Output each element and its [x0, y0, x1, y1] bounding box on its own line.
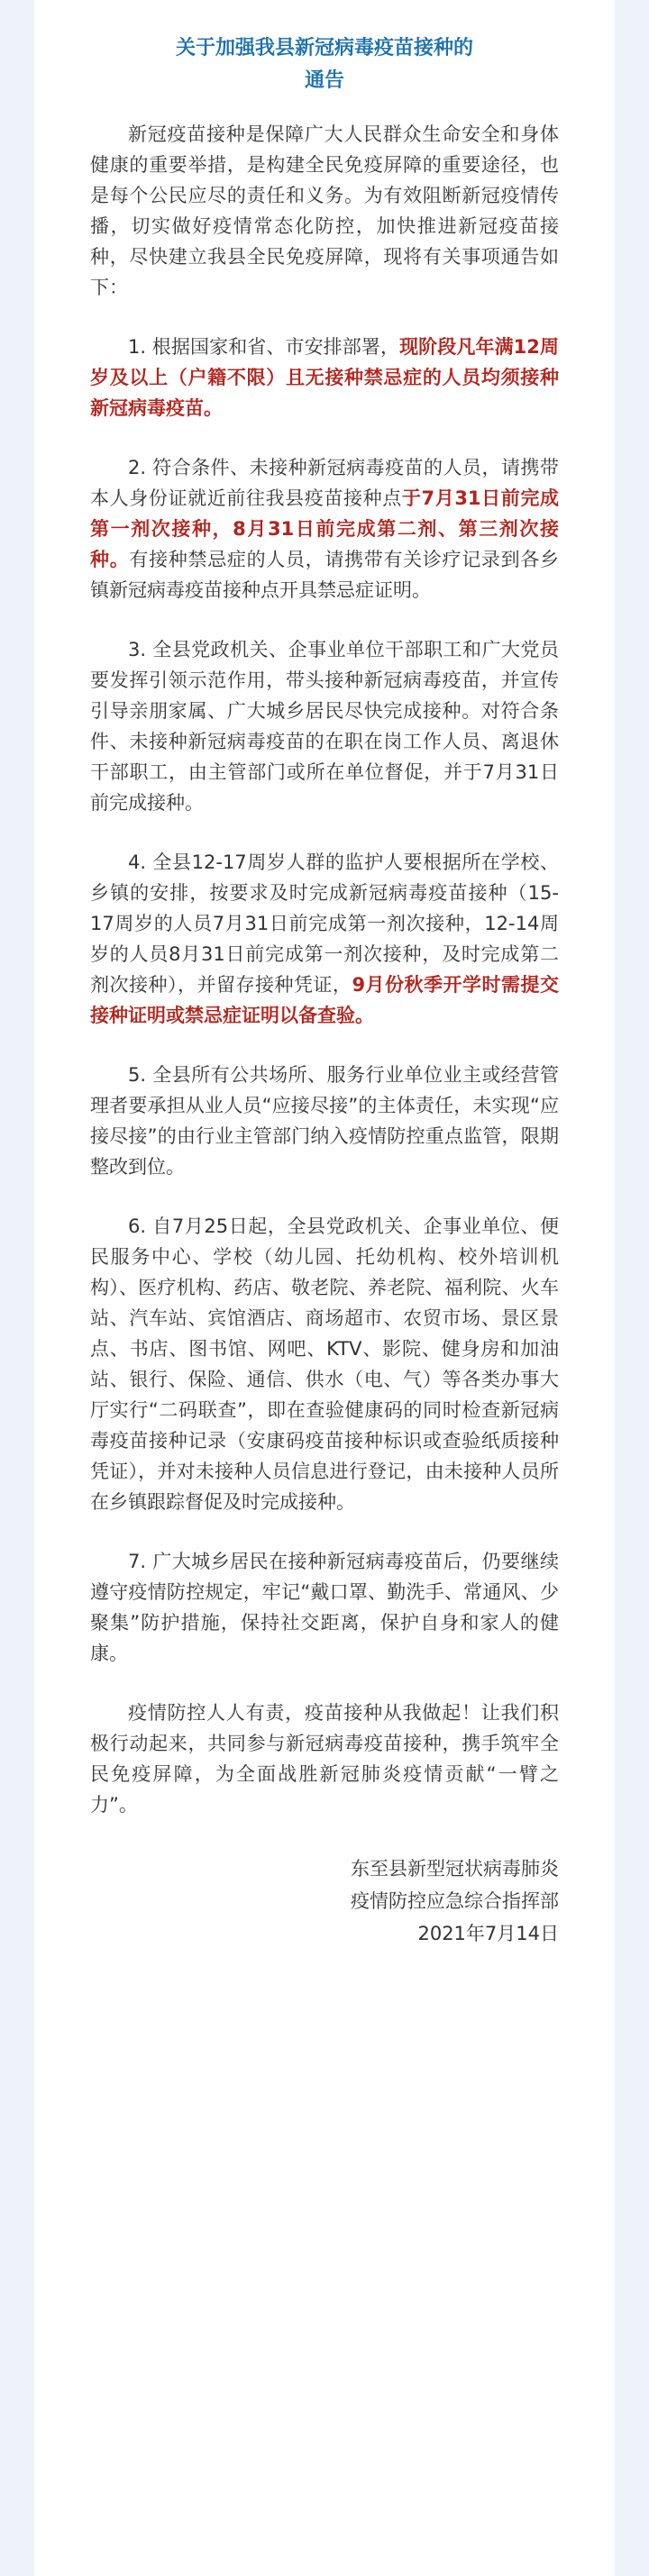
- item-1-highlight: 现阶段凡年满12周岁及以上（户籍不限）且无接种禁忌症的人员均须接种新冠病毒疫苗。: [90, 336, 559, 419]
- intro-paragraph: 新冠疫苗接种是保障广大人民群众生命安全和身体健康的重要举措，是构建全民免疫屏障的重要途径，也是每个公民应尽的责任和义务。为有效阻断新冠疫情传播，切实做好疫情常态化防控，加快推进新冠疫苗接种，尽快建立我县全民免疫屏障，现将有关事项通告如下：: [90, 123, 559, 298]
- item-3-text: 3. 全县党政机关、企事业单位干部职工和广大党员要发挥引领示范作用，带头接种新冠病毒疫苗，并宣传引导亲朋家属、广大城乡居民尽快完成接种。对符合条件、未接种新冠病毒疫苗的在职在岗工作人员、离退休干部职工，由主管部门或所在单位督促，并于7月31日前完成接种。: [90, 639, 559, 814]
- item-2-paragraph: [90, 452, 559, 605]
- signature-block: [90, 1852, 559, 1950]
- title-line-2: 通告: [304, 69, 344, 92]
- item-3-paragraph: [90, 634, 559, 818]
- item-2-text: 2. 符合条件、未接种新冠病毒疫苗的人员，请携带本人身份证就近前往我县疫苗接种点: [90, 457, 559, 509]
- item-4-text: 4. 全县12-17周岁人群的监护人要根据所在学校、乡镇的安排，按要求及时完成新冠病毒疫苗接种（15-17周岁的人员7月31日前完成第一剂次接种，12-14周岁的人员8月31日前完成第一剂次接种，及时完成第二剂次接种），并留存接种凭证，: [90, 851, 559, 996]
- signature-date: 2021年7月14日: [417, 1923, 559, 1944]
- item-6-text: 6. 自7月25日起，全县党政机关、企事业单位、便民服务中心、学校（幼儿园、托幼机构、校外培训机构）、医疗机构、药店、敬老院、养老院、福利院、火车站、汽车站、宾馆酒店、商场超市、农贸市场、景区景点、书店、图书馆、网吧、KTV、影院、健身房和加油站、银行、保险、通信、供水（电、气）等各类办事大厅实行“二码联查”，即在查验健康码的同时检查新冠病毒疫苗接种记录（安康码疫苗接种标识或查验纸质接种凭证），并对未接种人员信息进行登记，由未接种人员所在乡镇跟踪督促及时完成接种。: [90, 1215, 559, 1513]
- item-7-paragraph: [90, 1546, 559, 1669]
- signature-org-line-2: 疫情防控应急综合指挥部: [351, 1890, 559, 1912]
- notice-content: [90, 32, 559, 1950]
- title-line-1: 关于加强我县新冠病毒疫苗接种的: [175, 37, 473, 59]
- item-5-paragraph: [90, 1060, 559, 1182]
- closing-paragraph: 疫情防控人人有责，疫苗接种从我做起！让我们积极行动起来，共同参与新冠病毒疫苗接种，携手筑牢全民免疫屏障，为全面战胜新冠肺炎疫情贡献“一臂之力”。: [90, 1702, 559, 1816]
- item-6-paragraph: [90, 1211, 559, 1517]
- item-7-text: 7. 广大城乡居民在接种新冠病毒疫苗后，仍要继续遵守疫情防控规定，牢记“戴口罩、勤洗手、常通风、少聚集”防护措施，保持社交距离，保护自身和家人的健康。: [90, 1551, 559, 1664]
- signature-org-line-1: 东至县新型冠状病毒肺炎: [351, 1858, 559, 1880]
- page-title: [90, 32, 559, 97]
- document-page: [34, 0, 615, 2576]
- item-1-paragraph: [90, 332, 559, 423]
- item-5-text: 5. 全县所有公共场所、服务行业单位业主或经营管理者要承担从业人员“应接尽接”的主体责任，未实现“应接尽接”的由行业主管部门纳入疫情防控重点监管，限期整改到位。: [90, 1064, 559, 1178]
- item-4-paragraph: [90, 847, 559, 1031]
- item-2-highlight: 于7月31日前完成第一剂次接种，8月31日前完成第二剂、第三剂次接种。: [90, 487, 560, 570]
- item-1-text: 1. 根据国家和省、市安排部署，: [128, 336, 400, 358]
- item-2-tail: 有接种禁忌症的人员，请携带有关诊疗记录到各乡镇新冠病毒疫苗接种点开具禁忌症证明。: [90, 549, 560, 601]
- item-4-highlight: 9月份秋季开学时需提交接种证明或禁忌症证明以备查验。: [90, 974, 559, 1026]
